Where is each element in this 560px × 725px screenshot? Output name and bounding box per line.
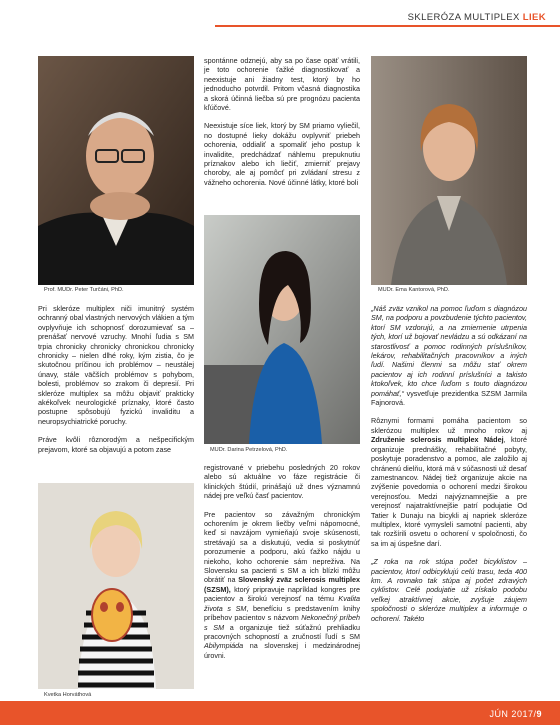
right-paragraph-2-text-b: , ktoré organizuje prednášky, rehabilitačné pobyty, poskytuje poradenstvo a pomoc, ale založilo aj chránenú dielňu, ktorá má v súčasnosti už desať zamestnancov. Nádej tiež organizuje akcie na zvýšenie povedomia o ochorení medzi širokou verejnosťou. Medzi najvýznamnejšie a pre verejnosť najatraktívnejšie patrí podujatie Od Tatier k Dunaju na bicykli aj napriek skleróze multiplex, ktoré vymysleli samotní pacienti, aby tak rozšírili osvetu o ochorení v spoločnosti, čo sa im aj úspešne darí. [371,435,527,548]
running-header [408,12,546,23]
photo-petrzelova-art [204,215,360,444]
footer-page-info [489,709,542,719]
president-quote: „Náš zväz vznikol na pomoc ľuďom s diagnózou SM, na podporu a povzbudenie týchto pacientov, ktorí SM vzdorujú, a na zmiernenie utrpenia tých, ktorí už bojovať nevládzu a sú odkázaní na starostlivosť a pomoc rodinných príslušníkov, lekárov, rehabilitačných pracovníkov a iných ľudí. Našimi členmi sa môžu stať okrem pacientov aj ich rodinní príslušníci a takisto ktokoľvek, kto chce ľuďom s touto diagnózou pomáhať,“ [371,304,527,398]
photo-kantorova-art [371,56,527,285]
page-number: 9 [536,709,542,719]
middle-paragraph-4 [204,510,360,661]
article-column-middle-bottom [204,463,360,660]
middle-paragraph-3-text: registrované v priebehu posledných 20 rokov alebo sú aktuálne vo fáze registrácie či klinických štúdií, prinášajú už dnes významnú nádej pre veľkú časť pacientov. [204,463,360,501]
article-column-left [38,304,194,454]
header-rule [215,25,560,27]
photo-turcani-art [38,56,194,285]
middle-paragraph-4-text-d: a organizuje tiež súťažnú prehliadku pracovných schopností a zručností ľudí s SM [204,622,361,641]
nadej-name: Združenie sclerosis multiplex Nádej [371,435,504,445]
middle-paragraph-1 [204,56,360,112]
middle-paragraph-4-text-b: ktorý pripravuje napríklad kongres pre pacientov a širokú verejnosť na tému [204,584,360,604]
right-paragraph-2-text-a: Rôznymi formami pomáha pacientom so sklerózou multiplex už mnoho rokov aj [371,416,527,435]
caption-petrzelova: MUDr. Darina Petrzelová, PhD. [210,447,288,453]
footer-separator: / [533,709,537,719]
congress-title: Kvalita života s SM [204,594,360,613]
middle-paragraph-2-text: Neexistuje síce liek, ktorý by SM priamo vyliečil, no dostupné lieky dokážu ovplyvniť priebeh ochorenia, oddialiť a spomaliť jeho postup k invalidite, predchádzať náhlemu prepuknutiu príznakov alebo ich liečiť, zmierniť prejavy choroby, ale aj pomôcť pri zvládaní stresu z vážneho ochorenia. Nové účinné látky, ktoré boli [204,121,360,187]
caption-horvathova: Kvetka Horváthová [44,692,92,698]
header-accent: LIEK [522,12,546,23]
right-paragraph-3 [371,557,527,623]
photo-petrzelova [204,215,360,444]
left-paragraph-1 [38,304,194,426]
right-paragraph-1 [371,304,527,407]
right-paragraph-2 [371,416,527,548]
middle-paragraph-1-text: spontánne odznejú, aby sa po čase opäť vrátili, je toto ochorenie ťažké diagnostikovať a neexistuje ani žiadny test, ktorý by ho jednoducho potvrdil. Pritom včasná diagnostika a skorá účinná liečba sú pre prognózu pacienta kľúčové. [204,56,360,113]
middle-paragraph-4-text-a: Pre pacientov so závažným chronickým ochorením je okrem liečby veľmi nápomocné, keď si navzájom vymieňajú svoje skúsenosti, stretávajú sa a diskutujú, vedia si poskytnúť porozumenie a podporu, akú ťažko nájdu u niekoho, koho ochorenie sám nepreživa. Na Slovensku sa pacienti s SM a ich blízki môžu obrátiť na [204,509,360,585]
left-paragraph-2 [38,435,194,454]
middle-paragraph-3 [204,463,360,501]
caption-kantorova: MUDr. Ema Kantorová, PhD. [378,287,450,293]
szsm-name: Slovenský zväz sclerosis multiplex (SZSM), [204,575,360,594]
middle-paragraph-4-text-e: na slovenskej i medzinárodnej úrovni. [204,641,360,660]
footer-bar [0,701,560,725]
photo-horvathova-art [38,483,194,689]
photo-kantorova [371,56,527,285]
left-paragraph-2-text: Práve kvôli rôznorodým a nešpecifickým prejavom, ktoré sa objavujú a potom zase [38,435,194,454]
photo-turcani [38,56,194,285]
middle-paragraph-2 [204,121,360,187]
middle-paragraph-4-text-c: , benefíciu s predstavením knihy príbehov pacientov s názvom [204,603,360,623]
abilympiada-title: Abilympiáda [204,641,244,651]
book-title: Nekonečný príbeh s SM [204,613,360,632]
left-paragraph-1-text: Pri skleróze multiplex niči imunitný systém ochranný obal vlastných nervových vlákien a tým ovplyvňuje ich schopnosť dorozumievať sa – prenášať nervové vzruchy. Mnohí ľudia s SM trpia chronicky chronicky chronickou chronicky chronicky – nielen dlhé roky, kým zistia, čo je skutočnou príčinou ich problémov – neustálej únavy, stále väčších problémov s pohybom, bolesti, problémov so zrakom či depresií. Pri skleróze multiplex sa môžu objaviť prakticky akékoľvek neurologické príznaky, ktoré často postupne spôsobujú fyzickú invaliditu a neuropsychiatrické poruchy. [38,304,194,426]
article-column-middle-top [204,56,360,187]
article-column-right [371,304,527,623]
photo-horvathova [38,483,194,689]
cyclists-quote: „Z roka na rok stúpa počet bicyklistov – pacientov, ktorí odbicyklujú celú trasu, teda 400 km. A rovnako tak stúpa aj počet zdravých cyklistov. Celé podujatie už získalo podobu veľkej atraktívnej akcie, zvyšuje záujem spoločnosti o skleróze multiplex a informuje o ochorení. Takéto [371,557,527,623]
header-section: SKLERÓZA MULTIPLEX [407,12,520,23]
president-attribution: vysvetľuje prezidentka SZSM Jarmila Fajnorová. [371,388,527,408]
issue-date: JÚN 2017 [489,709,534,719]
caption-turcani: Prof. MUDr. Peter Turčáni, PhD. [44,287,124,293]
